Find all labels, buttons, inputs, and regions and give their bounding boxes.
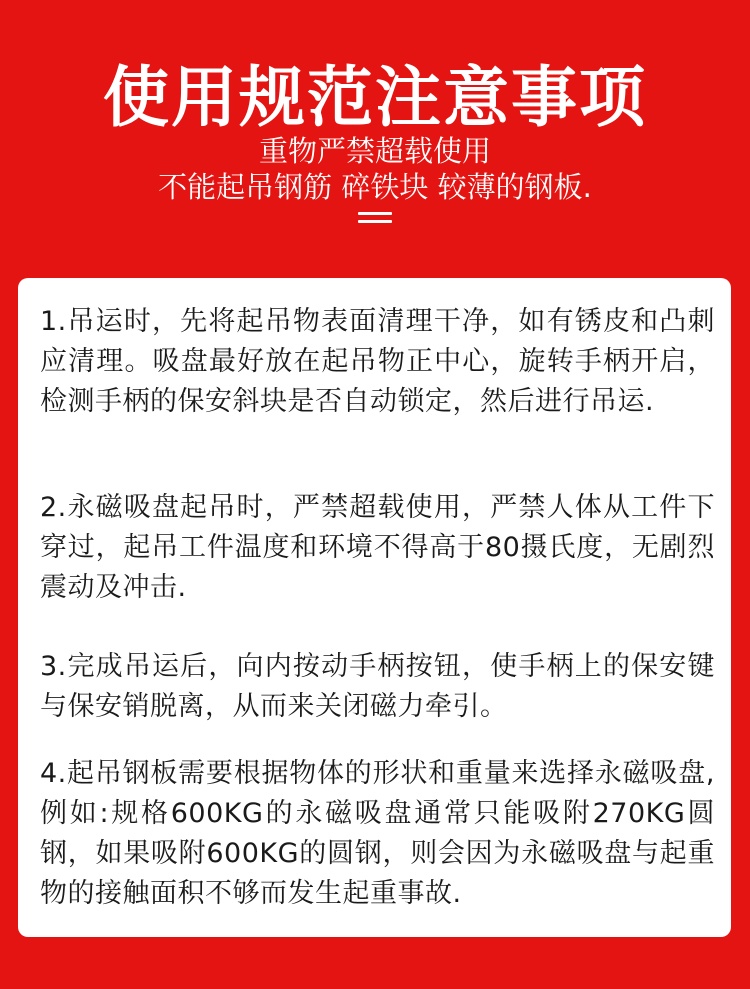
header-banner xyxy=(0,0,750,280)
double-line-divider-icon xyxy=(358,212,392,228)
notes-card xyxy=(18,278,731,937)
note-1: 1.吊运时，先将起吊物表面清理干净，如有锈皮和凸刺应清理。吸盘最好放在起吊物正中心，旋转手柄开启，检测手柄的保安斜块是否自动锁定，然后进行吊运. xyxy=(40,306,715,417)
note-4: 4.起吊钢板需要根据物体的形状和重量来选择永磁吸盘,例如:规格600KG的永磁吸盘通常只能吸附270KG圆钢，如果吸附600KG的圆钢，则会因为永磁吸盘与起重物的接触面积不够而发生起重事故. xyxy=(40,758,715,909)
note-3: 3.完成吊运后，向内按动手柄按钮，使手柄上的保安键与保安销脱离，从而来关闭磁力牵引。 xyxy=(40,651,715,722)
page-title: 使用规范注意事项 xyxy=(103,59,647,136)
subtitle-line-1: 重物严禁超载使用 xyxy=(258,134,491,168)
subtitle-line-2: 不能起吊钢筋 碎铁块 较薄的钢板. xyxy=(158,170,592,204)
note-2: 2.永磁吸盘起吊时，严禁超载使用，严禁人体从工件下穿过，起吊工件温度和环境不得高于80摄氏度，无剧烈震动及冲击. xyxy=(40,492,715,603)
